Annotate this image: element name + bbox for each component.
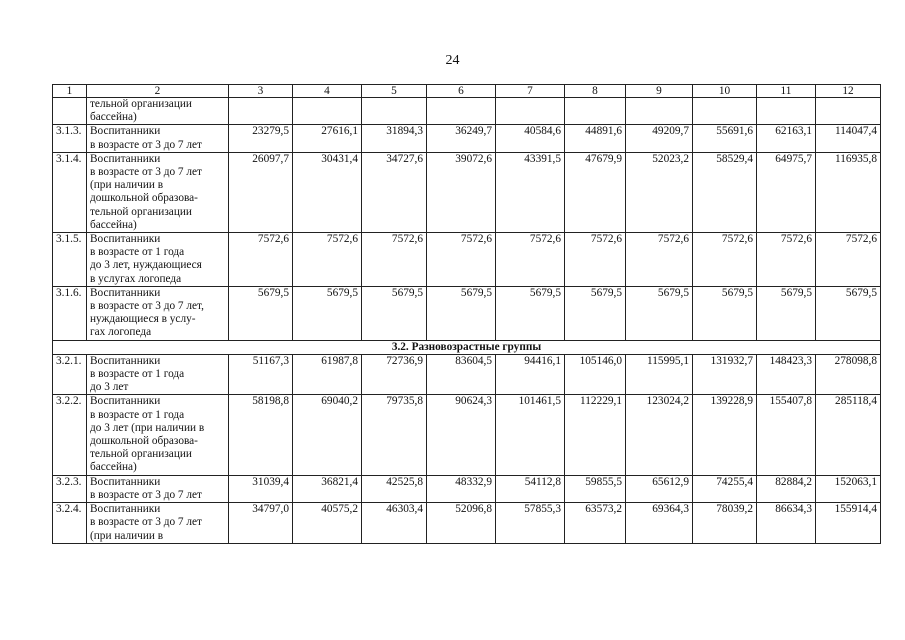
- value-cell: 58198,8: [229, 395, 293, 475]
- value-cell: 69364,3: [626, 503, 693, 544]
- description-line: Воспитанники: [90, 233, 161, 246]
- value-cell: 7572,6: [693, 233, 757, 287]
- value-cell: 112229,1: [565, 395, 626, 475]
- column-header: 8: [565, 85, 626, 98]
- row-number: 3.2.2.: [53, 395, 87, 475]
- row-number: [53, 98, 87, 125]
- table-row: [53, 475, 881, 502]
- value-cell: 152063,1: [816, 475, 881, 502]
- value-cell: 94416,1: [496, 354, 565, 395]
- value-cell: 86634,3: [757, 503, 816, 544]
- column-header: 9: [626, 85, 693, 98]
- value-cell: [293, 98, 362, 125]
- table-row: [53, 354, 881, 395]
- table-row: [53, 395, 881, 475]
- description-line: Воспитанники: [90, 125, 161, 138]
- value-cell: 5679,5: [693, 286, 757, 340]
- value-cell: 69040,2: [293, 395, 362, 475]
- table-row: [53, 152, 881, 232]
- value-cell: [565, 98, 626, 125]
- description-line: дошкольной образова-: [90, 435, 198, 448]
- value-cell: 61987,8: [293, 354, 362, 395]
- value-cell: 59855,5: [565, 475, 626, 502]
- value-cell: 64975,7: [757, 152, 816, 232]
- description-line: в возрасте от 3 до 7 лет: [90, 516, 202, 529]
- value-cell: 7572,6: [496, 233, 565, 287]
- value-cell: 5679,5: [229, 286, 293, 340]
- value-cell: 79735,8: [362, 395, 427, 475]
- value-cell: 31894,3: [362, 125, 427, 152]
- row-description: [87, 395, 229, 475]
- value-cell: 7572,6: [293, 233, 362, 287]
- description-line: гах логопеда: [90, 326, 152, 339]
- value-cell: 40584,6: [496, 125, 565, 152]
- value-cell: 46303,4: [362, 503, 427, 544]
- description-line: в возрасте от 1 года: [90, 408, 185, 421]
- value-cell: 27616,1: [293, 125, 362, 152]
- value-cell: 58529,4: [693, 152, 757, 232]
- value-cell: 7572,6: [565, 233, 626, 287]
- value-cell: 52023,2: [626, 152, 693, 232]
- value-cell: 5679,5: [757, 286, 816, 340]
- tariff-table: [52, 84, 881, 544]
- description-line: Воспитанники: [90, 475, 161, 488]
- value-cell: 62163,1: [757, 125, 816, 152]
- row-number: 3.1.6.: [53, 286, 87, 340]
- description-line: в возрасте от 3 до 7 лет: [90, 488, 202, 501]
- value-cell: [816, 98, 881, 125]
- column-header: 10: [693, 85, 757, 98]
- column-header: 6: [427, 85, 496, 98]
- section-row: [53, 340, 881, 354]
- row-description: [87, 125, 229, 152]
- column-header: 12: [816, 85, 881, 98]
- value-cell: 34797,0: [229, 503, 293, 544]
- value-cell: 48332,9: [427, 475, 496, 502]
- value-cell: 83604,5: [427, 354, 496, 395]
- row-number: 3.1.3.: [53, 125, 87, 152]
- value-cell: 23279,5: [229, 125, 293, 152]
- value-cell: 82884,2: [757, 475, 816, 502]
- value-cell: [626, 98, 693, 125]
- value-cell: 7572,6: [362, 233, 427, 287]
- row-number: 3.1.5.: [53, 233, 87, 287]
- value-cell: 43391,5: [496, 152, 565, 232]
- value-cell: 5679,5: [362, 286, 427, 340]
- value-cell: 47679,9: [565, 152, 626, 232]
- value-cell: 5679,5: [816, 286, 881, 340]
- description-line: в возрасте от 3 до 7 лет: [90, 138, 202, 151]
- value-cell: [427, 98, 496, 125]
- value-cell: 155407,8: [757, 395, 816, 475]
- value-cell: 278098,8: [816, 354, 881, 395]
- description-line: до 3 лет: [90, 381, 129, 394]
- value-cell: 57855,3: [496, 503, 565, 544]
- description-line: Воспитанники: [90, 395, 161, 408]
- description-line: дошкольной образова-: [90, 192, 198, 205]
- row-number: 3.1.4.: [53, 152, 87, 232]
- description-line: в возрасте от 1 года: [90, 246, 185, 259]
- description-line: Воспитанники: [90, 354, 161, 367]
- value-cell: 123024,2: [626, 395, 693, 475]
- column-header: 11: [757, 85, 816, 98]
- description-line: бассейна): [90, 111, 137, 124]
- table-row: [53, 233, 881, 287]
- value-cell: 101461,5: [496, 395, 565, 475]
- page-number: 24: [445, 53, 460, 68]
- value-cell: 44891,6: [565, 125, 626, 152]
- value-cell: 116935,8: [816, 152, 881, 232]
- column-header: 3: [229, 85, 293, 98]
- description-line: Воспитанники: [90, 152, 161, 165]
- table-row: [53, 98, 881, 125]
- table-row: [53, 503, 881, 544]
- value-cell: 78039,2: [693, 503, 757, 544]
- value-cell: [229, 98, 293, 125]
- value-cell: 90624,3: [427, 395, 496, 475]
- value-cell: 155914,4: [816, 503, 881, 544]
- row-description: [87, 152, 229, 232]
- value-cell: 131932,7: [693, 354, 757, 395]
- description-line: нуждающиеся в услу-: [90, 313, 196, 326]
- description-line: (при наличии в: [90, 529, 164, 542]
- description-line: до 3 лет (при наличии в: [90, 421, 205, 434]
- value-cell: 114047,4: [816, 125, 881, 152]
- value-cell: 7572,6: [757, 233, 816, 287]
- value-cell: [693, 98, 757, 125]
- value-cell: [362, 98, 427, 125]
- description-line: (при наличии в: [90, 179, 164, 192]
- value-cell: 105146,0: [565, 354, 626, 395]
- description-line: в возрасте от 3 до 7 лет,: [90, 300, 204, 313]
- table-row: [53, 125, 881, 152]
- value-cell: 5679,5: [427, 286, 496, 340]
- row-description: [87, 475, 229, 502]
- value-cell: 285118,4: [816, 395, 881, 475]
- column-header: 1: [53, 85, 87, 98]
- row-number: 3.2.4.: [53, 503, 87, 544]
- value-cell: 74255,4: [693, 475, 757, 502]
- description-line: Воспитанники: [90, 503, 161, 516]
- row-number: 3.2.3.: [53, 475, 87, 502]
- description-line: до 3 лет, нуждающиеся: [90, 259, 202, 272]
- section-title: 3.2. Разновозрастные группы: [53, 340, 881, 354]
- value-cell: 30431,4: [293, 152, 362, 232]
- value-cell: 49209,7: [626, 125, 693, 152]
- header-row: [53, 85, 881, 98]
- value-cell: 139228,9: [693, 395, 757, 475]
- value-cell: 72736,9: [362, 354, 427, 395]
- value-cell: 5679,5: [565, 286, 626, 340]
- value-cell: 5679,5: [293, 286, 362, 340]
- value-cell: 7572,6: [816, 233, 881, 287]
- column-header: 4: [293, 85, 362, 98]
- row-description: [87, 503, 229, 544]
- description-line: тельной организации: [90, 448, 192, 461]
- value-cell: 65612,9: [626, 475, 693, 502]
- value-cell: 31039,4: [229, 475, 293, 502]
- value-cell: 7572,6: [427, 233, 496, 287]
- value-cell: [757, 98, 816, 125]
- description-line: в услугах логопеда: [90, 272, 182, 285]
- value-cell: 36821,4: [293, 475, 362, 502]
- value-cell: 55691,6: [693, 125, 757, 152]
- value-cell: 54112,8: [496, 475, 565, 502]
- row-description: [87, 233, 229, 287]
- value-cell: 42525,8: [362, 475, 427, 502]
- column-header: 5: [362, 85, 427, 98]
- row-number: 3.2.1.: [53, 354, 87, 395]
- value-cell: 36249,7: [427, 125, 496, 152]
- value-cell: 5679,5: [496, 286, 565, 340]
- description-line: тельной организации: [90, 205, 192, 218]
- value-cell: 39072,6: [427, 152, 496, 232]
- column-header: 7: [496, 85, 565, 98]
- value-cell: 40575,2: [293, 503, 362, 544]
- value-cell: 34727,6: [362, 152, 427, 232]
- description-line: в возрасте от 3 до 7 лет: [90, 166, 202, 179]
- value-cell: 5679,5: [626, 286, 693, 340]
- value-cell: 51167,3: [229, 354, 293, 395]
- value-cell: 148423,3: [757, 354, 816, 395]
- value-cell: 7572,6: [626, 233, 693, 287]
- description-line: бассейна): [90, 461, 137, 474]
- value-cell: 63573,2: [565, 503, 626, 544]
- value-cell: [496, 98, 565, 125]
- description-line: тельной организации: [90, 98, 192, 110]
- value-cell: 26097,7: [229, 152, 293, 232]
- table-row: [53, 286, 881, 340]
- row-description: [87, 98, 229, 125]
- value-cell: 7572,6: [229, 233, 293, 287]
- value-cell: 52096,8: [427, 503, 496, 544]
- description-line: Воспитанники: [90, 286, 161, 299]
- description-line: бассейна): [90, 218, 137, 231]
- description-line: в возрасте от 1 года: [90, 368, 185, 381]
- row-description: [87, 286, 229, 340]
- row-description: [87, 354, 229, 395]
- value-cell: 115995,1: [626, 354, 693, 395]
- column-header: 2: [87, 85, 229, 98]
